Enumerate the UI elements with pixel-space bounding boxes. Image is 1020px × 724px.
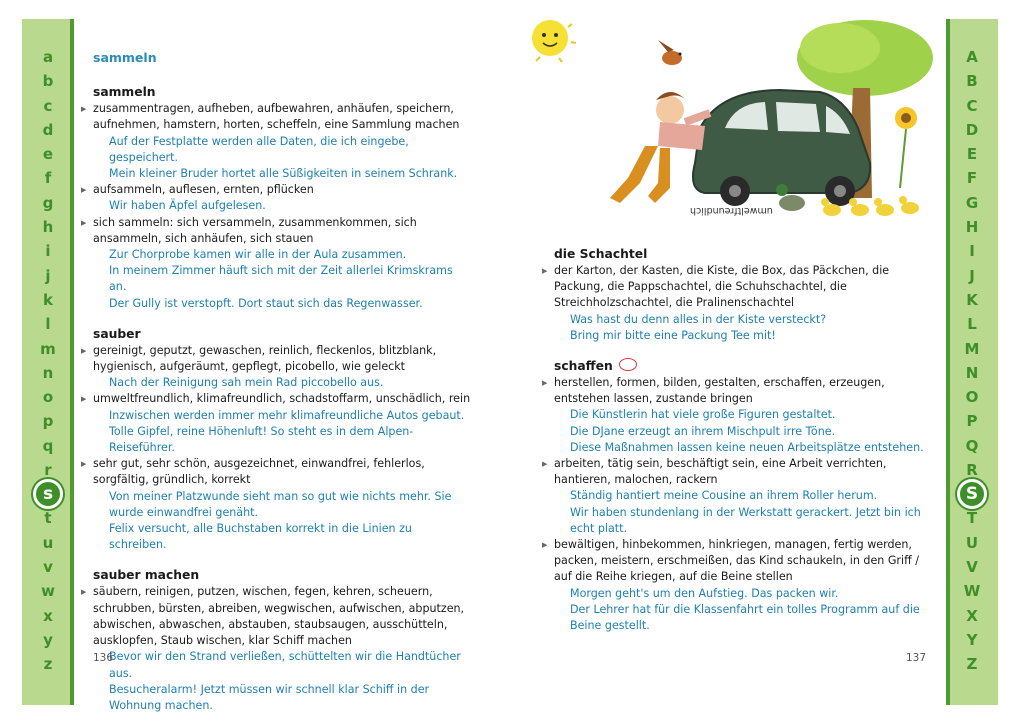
triangle-bullet-icon: ▶ [81, 395, 87, 404]
letter-tab-o[interactable]: o [42, 388, 54, 407]
letter-tab-v[interactable]: V [966, 557, 978, 576]
letter-tab-y[interactable]: Y [966, 630, 978, 649]
example-sentence: Besucheralarm! Jetzt müssen wir schnell klar Schiff in der Wohnung machen. [109, 682, 430, 712]
letter-tab-g[interactable]: G [965, 193, 979, 212]
example-sentence: Die Künstlerin hat viele große Figuren gestaltet. [570, 408, 836, 422]
letter-tab-n[interactable]: n [42, 363, 54, 382]
letter-tab-d[interactable]: d [42, 120, 54, 139]
entry-headword: die Schachtel [554, 247, 648, 261]
letter-tab-w[interactable]: W [963, 582, 981, 601]
example-sentence: Felix versucht, alle Buchstaben korrekt in die Linien zu schreiben. [109, 522, 412, 552]
letter-tab-q[interactable]: q [42, 436, 54, 455]
synonym-list: ▶ zusammentragen, aufheben, aufbewahren, anhäufen, speichern, aufnehmen, hamstern, horten, scheffeln, eine Sammlung machen [81, 102, 460, 132]
triangle-bullet-icon: ▶ [81, 588, 87, 597]
example-sentence: Was hast du denn alles in der Kiste versteckt? [570, 312, 827, 326]
left-alphabet-tab [22, 19, 74, 705]
entry-headword: sauber machen [93, 568, 200, 583]
letter-tab-r[interactable]: R [966, 461, 978, 480]
synonym-list: ▶ umweltfreundlich, klimafreundlich, schadstoffarm, unschädlich, rein [93, 391, 473, 407]
letter-tab-b[interactable]: b [42, 72, 54, 91]
sun-icon [532, 18, 576, 62]
speech-bubble-icon [619, 358, 637, 371]
example-sentence: Nach der Reinigung sah mein Rad piccobello aus. [109, 376, 384, 390]
bird-icon [658, 40, 682, 65]
example-sentence: In meinem Zimmer häuft sich mit der Zeit allerlei Krimskrams an. [109, 264, 453, 294]
example-sentence: Bring mir bitte eine Packung Tee mit! [570, 328, 776, 342]
letter-tab-n[interactable]: N [965, 363, 979, 382]
example-sentence: Wir haben stundenlang in der Werkstatt gerackert. Jetzt bin ich echt platt. [570, 505, 921, 535]
letter-tab-p[interactable]: p [42, 412, 54, 431]
triangle-bullet-icon: ▶ [542, 379, 548, 388]
example-sentence: Wir haben Äpfel aufgelesen. [109, 199, 266, 213]
sunflower-icon [895, 107, 917, 188]
triangle-bullet-icon: ▶ [81, 346, 87, 355]
letter-tab-p[interactable]: P [966, 412, 978, 431]
letter-tab-v[interactable]: v [43, 557, 53, 576]
letter-tab-e[interactable]: e [42, 145, 54, 164]
letter-tab-i[interactable]: I [969, 242, 975, 261]
letter-tab-s[interactable]: s [33, 479, 63, 509]
letter-tab-y[interactable]: y [43, 630, 53, 649]
letter-tab-q[interactable]: Q [965, 436, 979, 455]
letter-tab-h[interactable]: h [42, 218, 54, 237]
example-sentence: Diese Maßnahmen lassen keine neuen Arbeitsplätze entstehen. [570, 440, 924, 454]
left-letter-index [22, 45, 74, 676]
running-head: sammeln [93, 50, 157, 65]
letter-tab-i[interactable]: i [45, 242, 51, 261]
right-page-column [542, 246, 934, 634]
letter-tab-m[interactable]: m [40, 339, 56, 358]
page-number-left: 136 [93, 652, 114, 664]
example-sentence: Die DJane erzeugt an ihrem Mischpult irre Töne. [570, 424, 836, 438]
example-sentence: Ständig hantiert meine Cousine an ihrem Roller herum. [570, 489, 878, 503]
letter-tab-l[interactable]: L [967, 315, 977, 334]
letter-tab-k[interactable]: K [966, 290, 978, 309]
right-entries [542, 246, 934, 634]
left-page-column [81, 50, 473, 714]
letter-tab-t[interactable]: t [44, 509, 52, 528]
synonym-list: ▶ sich sammeln: sich versammeln, zusammenkommen, sich ansammeln, sich anhäufen, sich stauen [81, 215, 417, 245]
letter-tab-k[interactable]: k [43, 290, 53, 309]
entry-headword: sammeln [93, 85, 156, 100]
triangle-bullet-icon: ▶ [542, 460, 548, 469]
example-sentence: Morgen geht's um den Aufstieg. Das packen wir. [570, 586, 839, 600]
example-sentence: Bevor wir den Strand verließen, schüttelten wir die Handtücher aus. [109, 650, 461, 680]
synonym-list: ▶ aufsammeln, auflesen, ernten, pflücken [93, 182, 473, 198]
letter-tab-h[interactable]: H [965, 218, 979, 237]
example-sentence: Der Gully ist verstopft. Dort staut sich das Regenwasser. [109, 296, 423, 310]
letter-tab-c[interactable]: C [966, 96, 978, 115]
letter-tab-g[interactable]: g [42, 193, 54, 212]
example-sentence: Von meiner Platzwunde sieht man so gut wie nichts mehr. Sie wurde einwandfrei genäht. [109, 489, 452, 519]
letter-tab-o[interactable]: O [965, 388, 979, 407]
example-sentence: Mein kleiner Bruder hortet alle Süßigkeiten in seinem Schrank. [109, 167, 458, 181]
triangle-bullet-icon: ▶ [81, 218, 87, 227]
triangle-bullet-icon: ▶ [81, 105, 87, 114]
example-sentence: Inzwischen werden immer mehr klimafreundliche Autos gebaut. [109, 408, 465, 422]
letter-tab-a[interactable]: a [42, 48, 54, 66]
synonym-list: ▶ sehr gut, sehr schön, ausgezeichnet, einwandfrei, fehlerlos, sorgfältig, gründlich, korrekt [81, 457, 425, 487]
letter-tab-c[interactable]: c [43, 96, 53, 115]
right-letter-index [946, 45, 998, 676]
letter-tab-l[interactable]: l [45, 315, 51, 334]
entry-headword: sauber [93, 326, 141, 341]
triangle-bullet-icon: ▶ [81, 186, 87, 195]
example-sentence: Tolle Gipfel, reine Höhenluft! So steht es in dem Alpen-Reiseführer. [109, 424, 414, 455]
letter-tab-z[interactable]: Z [966, 655, 978, 674]
letter-tab-e[interactable]: E [966, 145, 978, 164]
letter-tab-m[interactable]: M [964, 339, 980, 358]
synonym-list: ▶ bewältigen, hinbekommen, hinkriegen, managen, fertig werden, packen, meistern, erschmeißen, das Kind schaukeln, in den Griff / auf die Reihe kriegen, auf die Beine stellen [542, 538, 919, 584]
synonym-list: ▶ gereinigt, geputzt, gewaschen, reinlich, fleckenlos, blitzblank, hygienisch, aufgeräumt, gepflegt, picobello, wie geleckt [81, 343, 437, 374]
example-sentence: Auf der Festplatte werden alle Daten, die ich eingebe, gespeichert. [109, 134, 409, 164]
letter-tab-z[interactable]: z [43, 655, 53, 674]
synonym-list: ▶ der Karton, der Kasten, die Kiste, die Box, das Päckchen, die Packung, die Pappschachtel, die Schuhschachtel, die Streichholzschachtel, die Pralinenschachtel [542, 264, 890, 310]
synonym-list: ▶ herstellen, formen, bilden, gestalten, erschaffen, erzeugen, entstehen lassen, zustande bringen [542, 376, 885, 406]
letter-tab-u[interactable]: U [965, 533, 979, 552]
letter-tab-f[interactable]: f [44, 169, 52, 188]
synonym-list: ▶ arbeiten, tätig sein, beschäftigt sein, eine Arbeit verrichten, hantieren, malochen, rackern [542, 457, 887, 487]
example-sentence: Der Lehrer hat für die Klassenfahrt ein tolles Programm auf die Beine gestellt. [570, 602, 920, 633]
letter-tab-d[interactable]: D [965, 120, 979, 139]
letter-tab-j[interactable]: j [45, 266, 51, 285]
letter-tab-r[interactable]: r [44, 461, 52, 480]
letter-tab-x[interactable]: x [43, 606, 53, 625]
letter-tab-b[interactable]: B [966, 72, 978, 91]
letter-tab-w[interactable]: w [41, 582, 55, 601]
triangle-bullet-icon: ▶ [542, 541, 548, 550]
illustration-caption: umweltfreundlich [690, 205, 773, 216]
letter-tab-t[interactable]: T [966, 509, 978, 528]
letter-tab-f[interactable]: F [966, 169, 978, 188]
synonym-list: ▶ säubern, reinigen, putzen, wischen, fegen, kehren, scheuern, schrubben, bürsten, abreiben, wegwischen, aufwischen, abputzen, abwischen, abwaschen, abstauben, staubsaugen, ausschütteln, ausklopfen, Staub wischen, klar Schiff machen [81, 585, 465, 648]
letter-tab-u[interactable]: u [42, 533, 54, 552]
letter-tab-s[interactable]: S [957, 479, 987, 509]
letter-tab-x[interactable]: X [966, 606, 978, 625]
triangle-bullet-icon: ▶ [542, 267, 548, 275]
letter-tab-j[interactable]: J [969, 266, 975, 285]
right-alphabet-tab [946, 19, 998, 705]
page-number-right: 137 [906, 652, 927, 664]
triangle-bullet-icon: ▶ [81, 460, 87, 469]
example-sentence: Zur Chorprobe kamen wir alle in der Aula zusammen. [109, 248, 407, 262]
letter-tab-a[interactable]: A [966, 48, 978, 66]
left-entries [81, 84, 473, 714]
entry-headword: schaffen [554, 358, 934, 375]
